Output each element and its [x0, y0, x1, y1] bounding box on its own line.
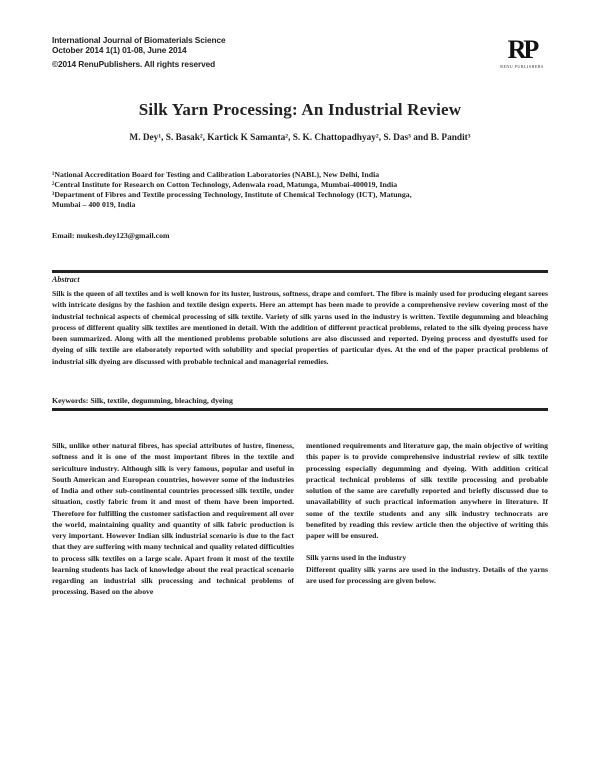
body-column-right: [306, 440, 548, 586]
affiliation-3: ³Department of Fibres and Textile processing Technology, Institute of Chemical Technology (ICT), Matunga,: [52, 189, 412, 199]
affiliation-2: ²Central Institute for Research on Cotton Technology, Adenwala road, Matunga, Mumbai-400019, India: [52, 179, 398, 189]
abstract-heading: Abstract: [52, 275, 80, 284]
intro-paragraph: Silk, unlike other natural fibres, has special attributes of lustre, fineness, softness and it is one of the most important fibres in the textile and sericulture industry. Although silk is very famous, popular and useful in South American and European countries, however some of the industries of India and other sub-continental countries processed silk textile, under situation, costly fabric from it and most of them have been imported. Therefore for fulfilling the customer satisfaction and requirement all over the world, maintaining quality and quantity of silk fabric production is very important. However Indian silk industrial scenario is due to the fact that they are suffering with many technical and quality related difficulties to process silk textiles on a large scale. Apart from it most of the textile learning students has lack of knowledge about the real practical scenario regarding an industrial silk processing and technical problems of processing. Based on the above: [52, 441, 294, 597]
abstract-bottom-rule: [52, 408, 548, 411]
section-paragraph: Different quality silk yarns are used in the industry. Details of the yarns are used for processing are given below.: [306, 564, 548, 585]
abstract-top-rule: [52, 270, 548, 273]
abstract-text: Silk is the queen of all textiles and is well known for its luster, lustrous, softness, drape and comfort. The fibre is mainly used for producing elegant sarees with intricate designs by the fashion and textile design experts. Here an attempt has been made to provide a comprehensive review covering most of the industrial technical aspects of chemical processing of silk textile. Variety of silk yarns used in the industry is written. Textile degumming and bleaching process of different quality silk textiles are mentioned in detail. With the addition of different practical problems, related to the silk dyeing process have been summarized. Along with all the mentioned problems probable solutions are also discussed and reported. Dyeing process and dyestuffs used for dyeing of silk textile are elaborately reported with solubility and special properties of particular dyes. At the end of the paper practical problems of industrial silk dyeing are discussed with probable technical and managerial remedies.: [52, 289, 548, 366]
publisher-logo: [496, 36, 548, 74]
affiliation-3-cont: Mumbai – 400 019, India: [52, 199, 136, 209]
article-title: Silk Yarn Processing: An Industrial Review: [138, 100, 462, 119]
journal-issue: October 2014 1(1) 01-08, June 2014: [52, 45, 187, 55]
affiliations: [52, 170, 532, 210]
corresponding-email: Email: mukesh.dey123@gmail.com: [52, 231, 170, 240]
keywords: Keywords: Silk, textile, degumming, bleaching, dyeing: [52, 396, 233, 405]
journal-name: International Journal of Biomaterials Science: [52, 35, 226, 45]
section-heading: Silk yarns used in the industry: [306, 553, 407, 563]
affiliation-1: ¹National Accreditation Board for Testing and Calibration Laboratories (NABL), New Delhi, India: [52, 170, 380, 179]
body-column-left: [52, 440, 294, 598]
journal-header: [52, 35, 392, 69]
publisher-logo-mark: RP: [507, 35, 537, 64]
publisher-logo-subtitle: RENU PUBLISHERS: [500, 64, 544, 69]
intro-paragraph-cont: mentioned requirements and literature gap, the main objective of writing this paper is to provide comprehensive industrial review of silk textile processing especially degumming and dyeing. With addition critical practical technical problems of silk textile processing and probable solution of the same are carefully reported and briefly discussed due to unavailability of such practical information anywhere in literature. If some of the textile students and any silk industry technocrats are benefited by reading this review article then the objective of writing this paper will be ensured.: [306, 441, 548, 540]
copyright-notice: ©2014 RenuPublishers. All rights reserved: [52, 59, 216, 69]
author-list: M. Dey¹, S. Basak², Kartick K Samanta², S. K. Chattopadhyay², S. Das³ and B. Pandit³: [129, 133, 471, 143]
